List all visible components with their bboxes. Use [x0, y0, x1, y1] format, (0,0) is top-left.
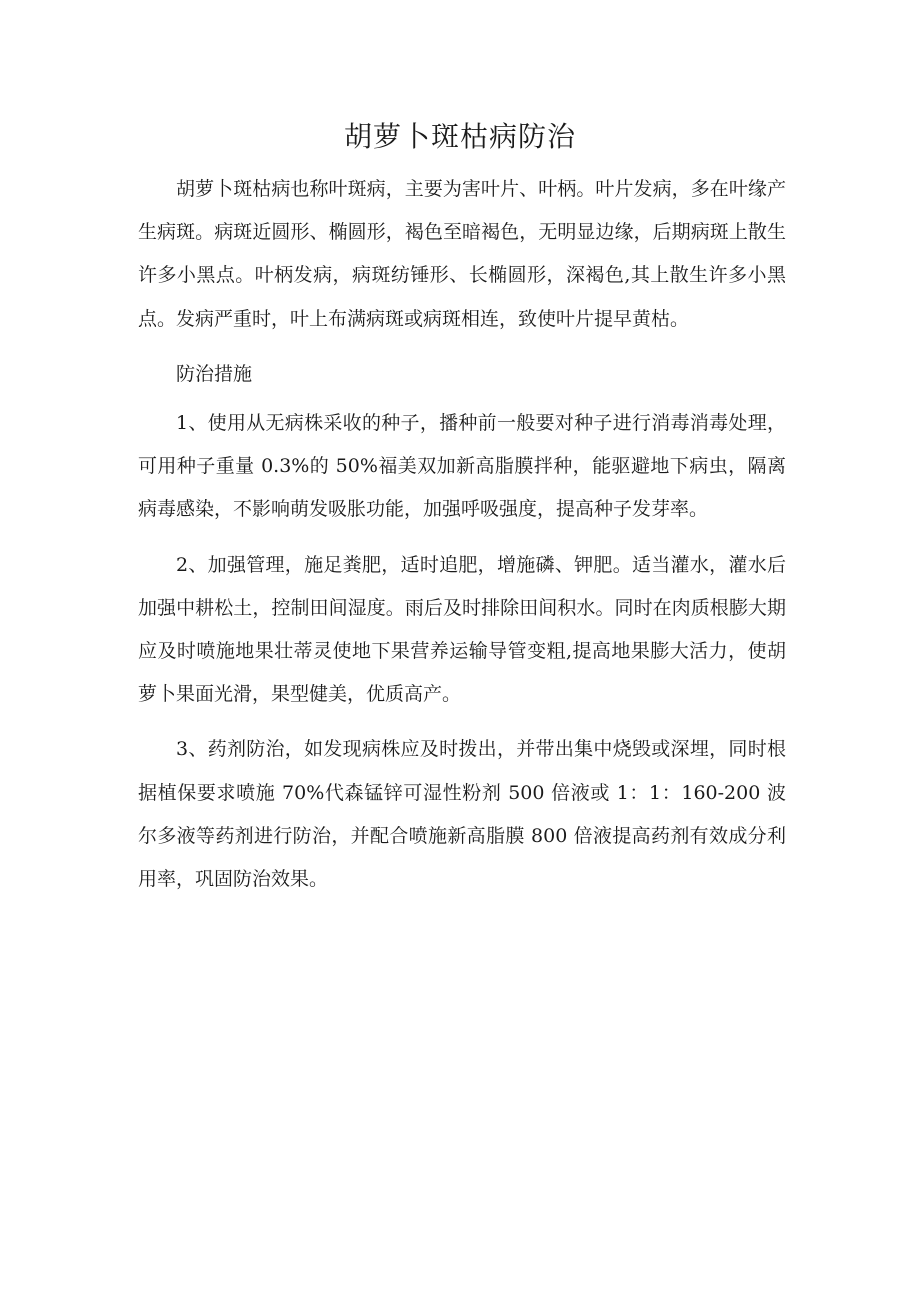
- paragraph-disease-description: 胡萝卜斑枯病也称叶斑病，主要为害叶片、叶柄。叶片发病，多在叶缘产生病斑。病斑近圆形、椭圆形，褐色至暗褐色，无明显边缘，后期病斑上散生许多小黑点。叶柄发病，病斑纺锤形、长椭圆形，深褐色,其上散生许多小黑点。发病严重时，叶上布满病斑或病斑相连，致使叶片提早黄枯。: [138, 178, 786, 330]
- document-body: [138, 168, 786, 913]
- paragraph-measure-1: 1、使用从无病株采收的种子，播种前一般要对种子进行消毒消毒处理，可用种子重量 0.3%的 50%福美双加新高脂膜拌种，能驱避地下病虫，隔离病毒感染，不影响萌发吸胀功能，加强呼吸强度，提高种子发芽率。: [138, 412, 786, 521]
- paragraph-measure-3: 3、药剂防治，如发现病株应及时拨出，并带出集中烧毁或深埋，同时根据植保要求喷施 70%代森锰锌可湿性粉剂 500 倍液或 1：1：160-200 波尔多液等药剂进行防治，并配合喷施新高脂膜 800 倍液提高药剂有效成分利用率，巩固防治效果。: [138, 738, 786, 891]
- paragraph-measure-2: 2、加强管理，施足粪肥，适时追肥，增施磷、钾肥。适当灌水，灌水后加强中耕松土，控制田间湿度。雨后及时排除田间积水。同时在肉质根膨大期应及时喷施地果壮蒂灵使地下果营养运输导管变粗,提高地果膨大活力，使胡萝卜果面光滑，果型健美，优质高产。: [138, 553, 786, 706]
- section-heading-control-measures: 防治措施: [176, 362, 253, 385]
- document-title: 胡萝卜斑枯病防治: [343, 120, 576, 153]
